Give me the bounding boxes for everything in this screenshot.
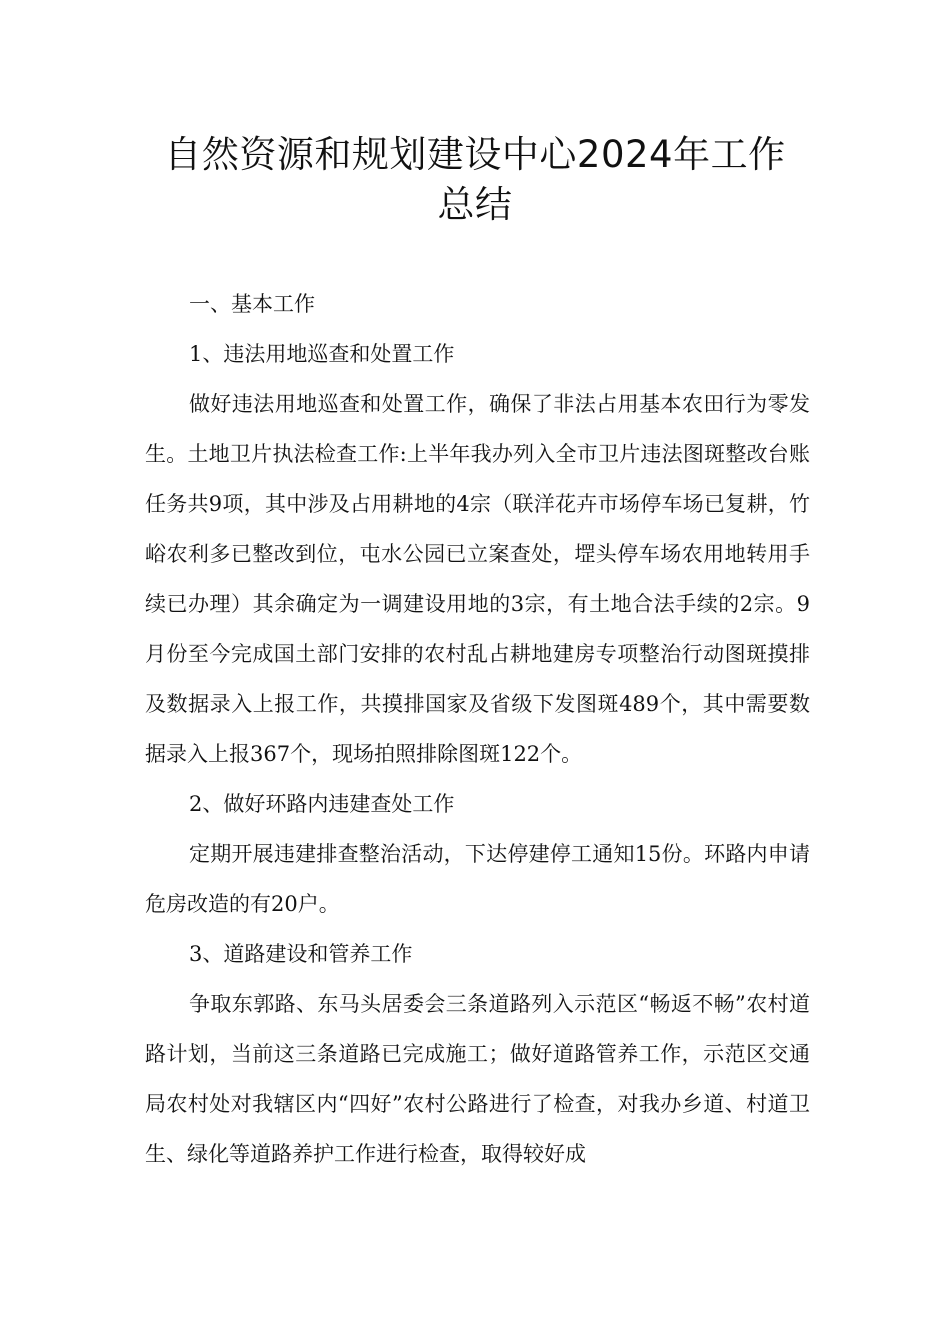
subsection-heading-illegal-land-use: 1、违法用地巡查和处置工作	[189, 342, 455, 366]
paragraph-illegal-land-use: 做好违法用地巡查和处置工作，确保了非法占用基本农田行为零发生。土地卫片执法检查工作:上半年我办列入全市卫片违法图斑整改台账任务共9项，其中涉及占用耕地的4宗（联洋花卉市场停车场已复耕，竹峪农利多已整改到位，屯水公园已立案查处，堽头停车场农用地转用手续已办理）其余确定为一调建设用地的3宗，有土地合法手续的2宗。9月份至今完成国土部门安排的农村乱占耕地建房专项整治行动图斑摸排及数据录入上报工作，共摸排国家及省级下发图斑489个，其中需要数据录入上报367个，现场拍照排除图斑122个。	[145, 392, 810, 766]
subsection-heading-road-construction: 3、道路建设和管养工作	[189, 942, 413, 966]
paragraph-road-construction: 争取东郭路、东马头居委会三条道路列入示范区“畅返不畅”农村道路计划，当前这三条道路已完成施工；做好道路管养工作，示范区交通局农村处对我辖区内“四好”农村公路进行了检查，对我办乡道、村道卫生、绿化等道路养护工作进行检查，取得较好成	[145, 992, 810, 1166]
document-title-line-2: 总结	[437, 183, 513, 226]
paragraph-ring-road-violations: 定期开展违建排查整治活动，下达停建停工通知15份。环路内申请危房改造的有20户。	[145, 842, 810, 916]
document-title-line-1: 自然资源和规划建设中心2024年工作	[164, 133, 786, 176]
section-heading-basic-work: 一、基本工作	[189, 292, 315, 316]
subsection-heading-ring-road-violations: 2、做好环路内违建查处工作	[189, 792, 455, 816]
document-body	[145, 279, 810, 1179]
